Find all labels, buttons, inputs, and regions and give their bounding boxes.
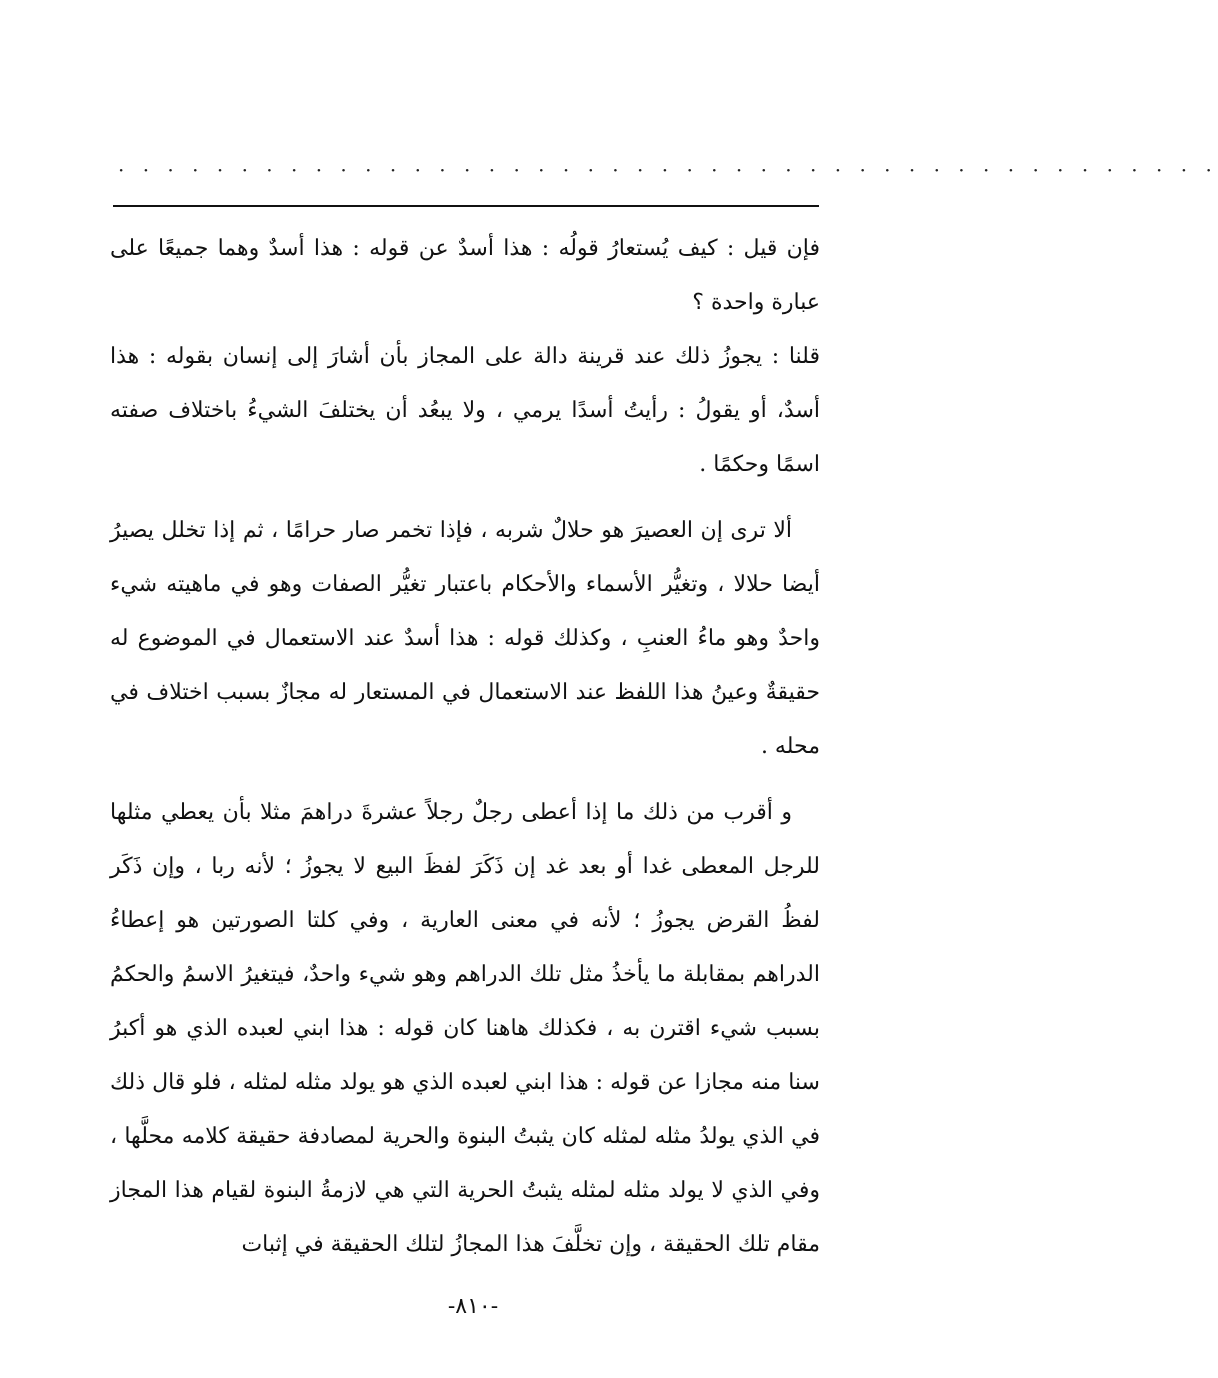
page-number: -٨١٠- xyxy=(447,1294,499,1319)
paragraph-question: فإن قيل : كيف يُستعارُ قولُه : هذا أسدٌ عن قوله : هذا أسدٌ وهما جميعًا على عبارة واحدة ؟ xyxy=(110,236,820,315)
paragraph-juice-example: ألا ترى إن العصيرَ هو حلالٌ شربه ، فإذا تخمر صار حرامًا ، ثم إذا تخلل يصيرُ أيضا حلالا ، وتغيُّر الأسماء والأحكام باعتبار تغيُّر الصفات وهو في ماهيته شيء واحدٌ وهو ماءُ العنبِ ، وكذلك قوله : هذا أسدٌ عند الاستعمال في الموضوع له حقيقةٌ وعينُ هذا اللفظ عند الاستعمال في المستعار له مجازٌ بسبب اختلاف في محله . xyxy=(110,518,820,759)
paragraph-dirhams-example: و أقرب من ذلك ما إذا أعطى رجلٌ رجلاً عشرةَ دراهمَ مثلا بأن يعطي مثلها للرجل المعطى غدا أو بعد غد إن ذَكَرَ لفظَ البيع لا يجوزُ ؛ لأنه ربا ، وإن ذَكَر لفظُ القرض يجوزُ ؛ لأنه في معنى العارية ، وفي كلتا الصورتين هو إعطاءُ الدراهم بمقابلة ما يأخذُ مثل تلك الدراهم وهو شيء واحدٌ، فيتغيرُ الاسمُ والحكمُ بسبب شيء اقترن به ، فكذلك هاهنا كان قوله : هذا ابني لعبده الذي هو أكبرُ سنا منه مجازا عن قوله : هذا ابني لعبده الذي هو يولد مثله لمثله ، فلو قال ذلك في الذي يولدُ مثله لمثله كان يثبتُ البنوة والحرية لمصادفة حقيقة كلامه محلَّها ، وفي الذي لا يولد مثله لمثله يثبتُ الحرية التي هي لازمةُ البنوة لقيام هذا المجاز مقام تلك الحقيقة ، وإن تخلَّفَ هذا المجازُ لتلك الحقيقة في إثبات xyxy=(110,800,820,1257)
header-rule xyxy=(113,205,819,207)
paragraph-answer: قلنا : يجوزُ ذلك عند قرينة دالة على المجاز بأن أشارَ إلى إنسان بقوله : هذا أسدٌ، أو يقولُ : رأيتُ أسدًا يرمي ، ولا يبعُد أن يختلفَ الشيءُ باختلاف صفته اسمًا وحكمًا . xyxy=(110,344,820,477)
header-dots: · · · · · · · · · · · · · · · · · · · · · · · · · · · · · · · · · · · · · · · · · · · · · xyxy=(118,158,1218,182)
main-text xyxy=(110,222,820,1272)
